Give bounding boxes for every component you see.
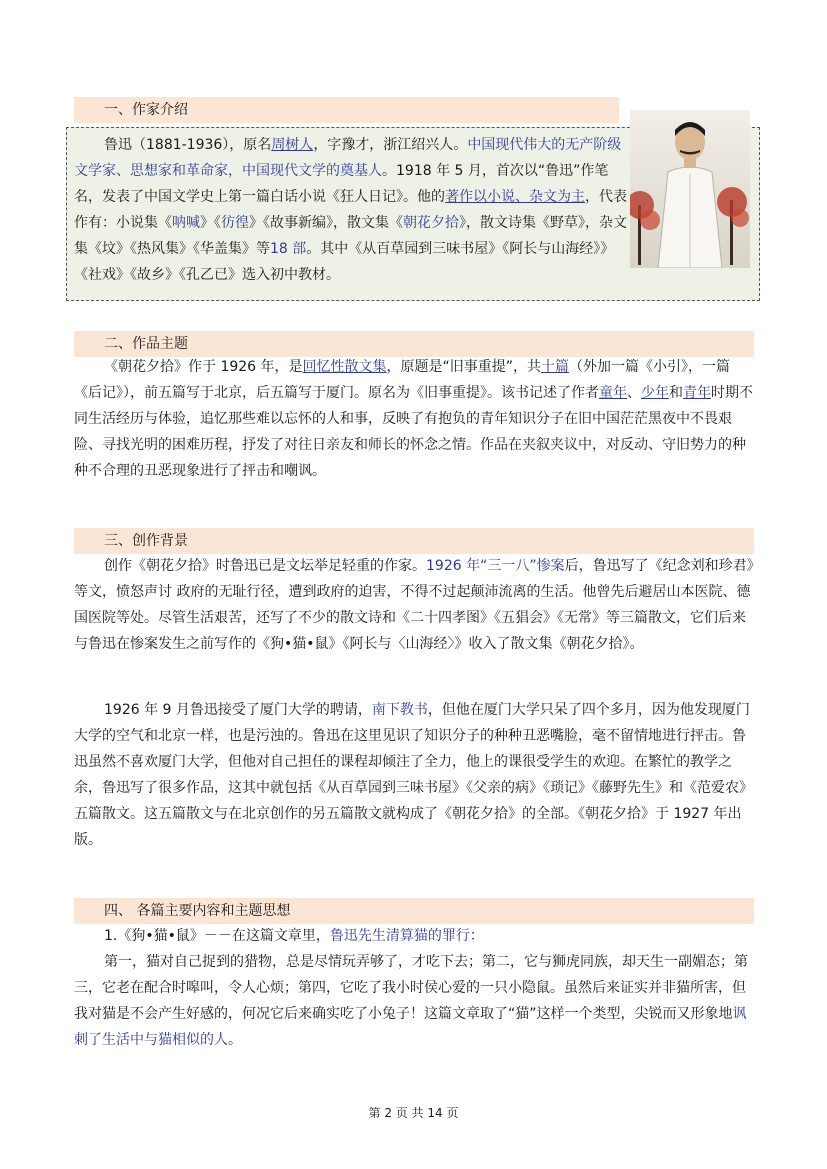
- section-heading-theme: 二、作品主题: [74, 331, 754, 357]
- section-heading-contents: 四、 各篇主要内容和主题思想: [74, 898, 754, 924]
- author-intro-paragraph: 鲁迅（1881-1936），原名周树人，字豫才，浙江绍兴人。中国现代伟大的无产阶级文学家、思想家和革命家，中国现代文学的奠基人。1918 年 5 月，首次以“鲁迅”作笔名，发表了中国文学史上第一篇白话小说《狂人日记》。他的著作以小说、杂文为主，代表作有：小说集《呐喊》《彷徨》《故事新编》，散文集《朝花夕拾》，散文诗集《野草》，杂文集《坟》《热风集》《华盖集》等18 部。其中《从百草园到三味书屋》《阿长与山海经》》《社戏》《故乡》《孔乙已》选入初中教材。: [74, 137, 627, 283]
- contents-item-1: 1.《狗•猫•鼠》－－在这篇文章里，鲁迅先生清算猫的罪行：: [104, 928, 484, 944]
- contents-item-1-detail: 第一，猫对自己捉到的猎物，总是尽情玩弄够了，才吃下去；第二，它与狮虎同族，却天生一副媚态；第三，它老在配合时嗥叫，令人心烦；第四，它吃了我小时侯心爱的一只小隐鼠。虽然后来证实并非猫所害，但我对猫是不会产生好感的，何况它后来确实吃了小兔子！这篇文章取了“猫”这样一个类型，尖锐而又形象地讽刺了生活中与猫相似的人。: [74, 954, 748, 1048]
- lu-xun-portrait: [630, 110, 750, 268]
- section-heading-author: 一、作家介绍: [74, 97, 619, 123]
- theme-paragraph: 《朝花夕拾》作于 1926 年，是回忆性散文集，原题是“旧事重提”，共十篇（外加一篇《小引》，一篇《后记》），前五篇写于北京，后五篇写于厦门。原名为《旧事重提》。该书记述了作者童年、少年和青年时期不同生活经历与体验，追忆那些难以忘怀的人和事，反映了有抱负的青年知识分子在旧中国茫茫黑夜中不畏艰险、寻找光明的困难历程，抒发了对往日亲友和师长的怀念之情。作品在夹叙夹议中，对反动、守旧势力的种种不合理的丑恶现象进行了抨击和嘲讽。: [74, 359, 753, 479]
- background-paragraph-2: 1926 年 9 月鲁迅接受了厦门大学的聘请，南下教书，但他在厦门大学只呆了四个多月，因为他发现厦门大学的空气和北京一样，也是污浊的。鲁迅在这里见识了知识分子的种种丑恶嘴脸，毫不留情地进行抨击。鲁迅虽然不喜欢厦门大学，但他对自己担任的课程却倾注了全力，他上的课很受学生的欢迎。在繁忙的教学之余，鲁迅写了很多作品，这其中就包括《从百草园到三味书屋》《父亲的病》《琐记》《藤野先生》和《范爱农》五篇散文。这五篇散文与在北京创作的另五篇散文就构成了《朝花夕拾》的全部。《朝花夕拾》于 1927 年出版。: [74, 702, 753, 848]
- section-heading-background: 三、创作背景: [74, 528, 754, 554]
- background-paragraph-1: 创作《朝花夕拾》时鲁迅已是文坛举足轻重的作家。1926 年“三一八”惨案后，鲁迅写了《纪念刘和珍君》等文，愤怒声讨 政府的无耻行径，遭到政府的迫害，不得不过起颠沛流离的生活。他曾先后避居山本医院、德国医院等处。尽管生活艰苦，还写了不少的散文诗和《二十四孝图》《五猖会》《无常》等三篇散文，它们后来与鲁迅在惨案发生之前写作的《狗•猫•鼠》《阿长与〈山海经〉》收入了散文集《朝花夕拾》。: [74, 558, 754, 652]
- page-number: 第 2 页 共 14 页: [368, 1106, 459, 1120]
